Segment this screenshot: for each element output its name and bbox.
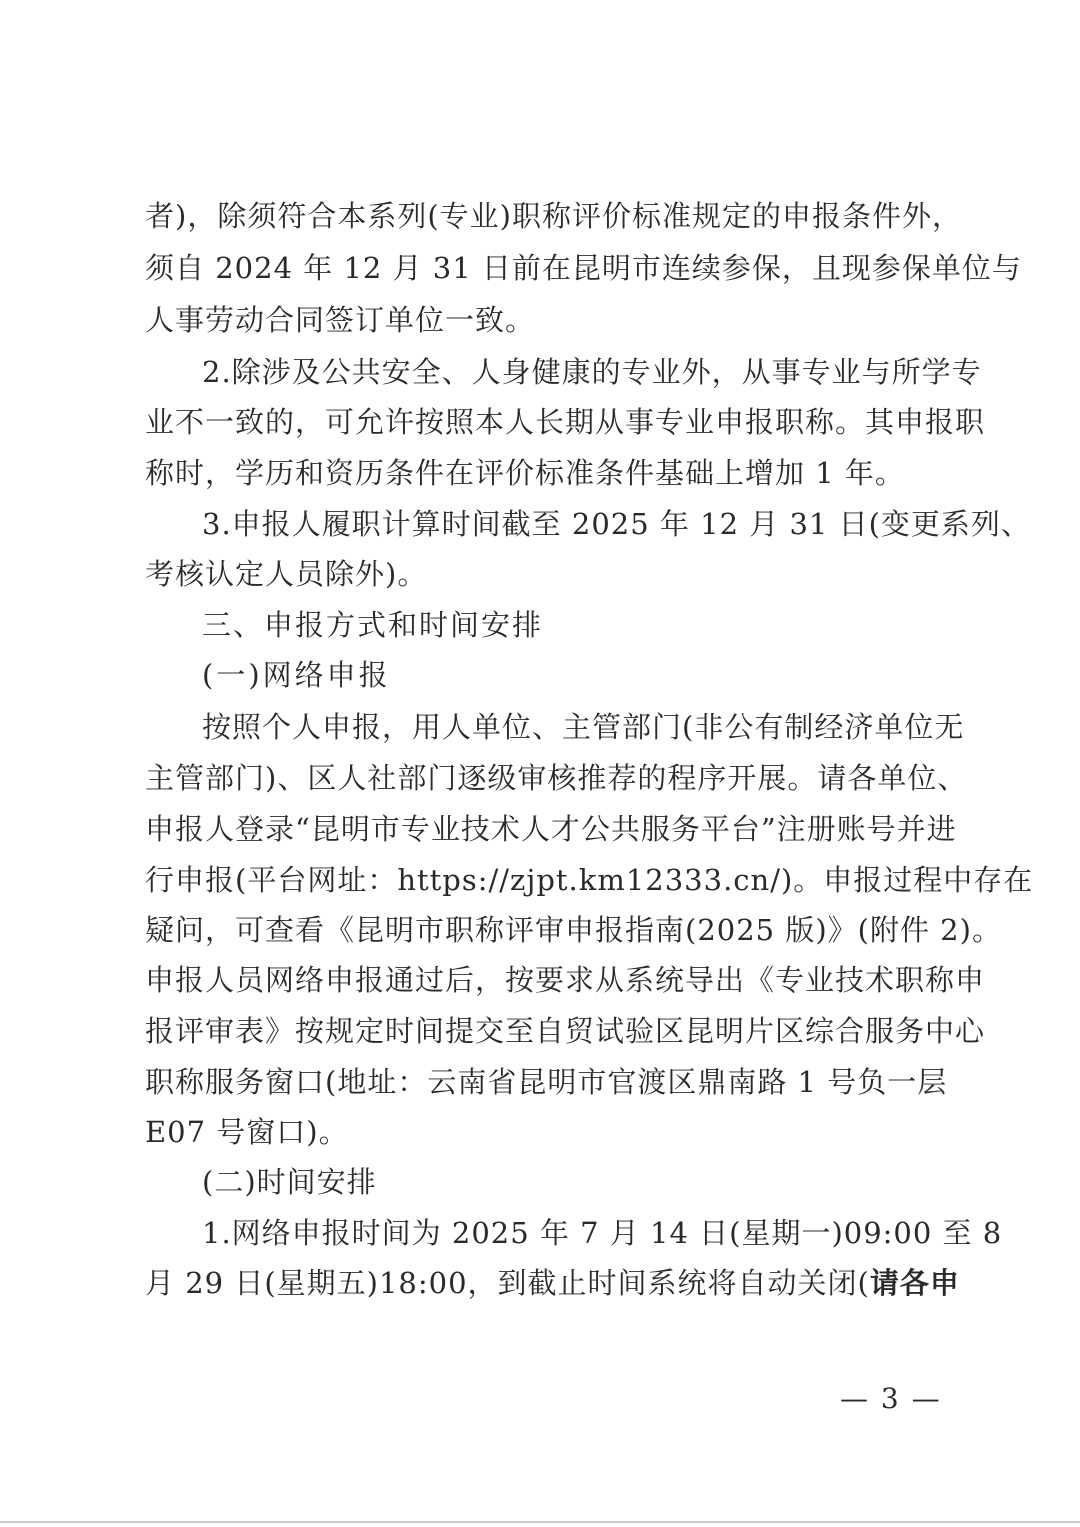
online-paragraph-line-4: 行申报(平台网址：https://zjpt.km12333.cn/)。申报过程中存在	[145, 863, 1034, 897]
schedule-line-2-regular: 月 29 日(星期五)18:00，到截止时间系统将自动关闭(	[145, 1266, 870, 1300]
schedule-paragraph-line-2	[145, 1265, 960, 1301]
online-paragraph-line-5: 疑问，可查看《昆明市职称评审申报指南(2025 版)》(附件 2)。	[145, 913, 1002, 947]
online-paragraph-line-3: 申报人登录“昆明市专业技术人才公共服务平台”注册账号并进	[145, 812, 957, 846]
paragraph-1-line-1: 者)，除须符合本系列(专业)职称评价标准规定的申报条件外，	[145, 199, 962, 233]
paragraph-2-line-1: 2.除涉及公共安全、人身健康的专业外，从事专业与所学专	[202, 355, 982, 389]
paragraph-2-line-2: 业不一致的，可允许按照本人长期从事专业申报职称。其申报职	[145, 405, 986, 439]
online-paragraph-line-8: 职称服务窗口(地址：云南省昆明市官渡区鼎南路 1 号负一层	[145, 1065, 948, 1099]
section-heading: 三、申报方式和时间安排	[202, 608, 544, 642]
paragraph-1-line-3: 人事劳动合同签订单位一致。	[145, 303, 536, 337]
paragraph-2-line-3: 称时，学历和资历条件在评价标准条件基础上增加 1 年。	[145, 456, 905, 490]
schedule-paragraph-line-1: 1.网络申报时间为 2025 年 7 月 14 日(星期一)09:00 至 8	[202, 1216, 1003, 1250]
page-number: — 3 —	[840, 1382, 942, 1415]
schedule-line-2-bold: 请各申	[869, 1266, 960, 1300]
online-paragraph-line-7: 报评审表》按规定时间提交至自贸试验区昆明片区综合服务中心	[145, 1014, 986, 1048]
online-paragraph-line-6: 申报人员网络申报通过后，按要求从系统导出《专业技术职称申	[145, 963, 986, 997]
online-paragraph-line-1: 按照个人申报，用人单位、主管部门(非公有制经济单位无	[202, 710, 965, 744]
sub-heading-online: (一)网络申报	[202, 658, 391, 692]
online-paragraph-line-9: E07 号窗口)。	[145, 1115, 349, 1149]
bottom-divider	[0, 1521, 1080, 1523]
paragraph-3-line-2: 考核认定人员除外)。	[145, 557, 428, 591]
sub-heading-schedule: (二)时间安排	[202, 1165, 377, 1199]
online-paragraph-line-2: 主管部门)、区人社部门逐级审核推荐的程序开展。请各单位、	[145, 761, 968, 795]
paragraph-1-line-2: 须自 2024 年 12 月 31 日前在昆明市连续参保，且现参保单位与	[145, 251, 1022, 285]
paragraph-3-line-1: 3.申报人履职计算时间截至 2025 年 12 月 31 日(变更系列、	[202, 507, 1031, 541]
